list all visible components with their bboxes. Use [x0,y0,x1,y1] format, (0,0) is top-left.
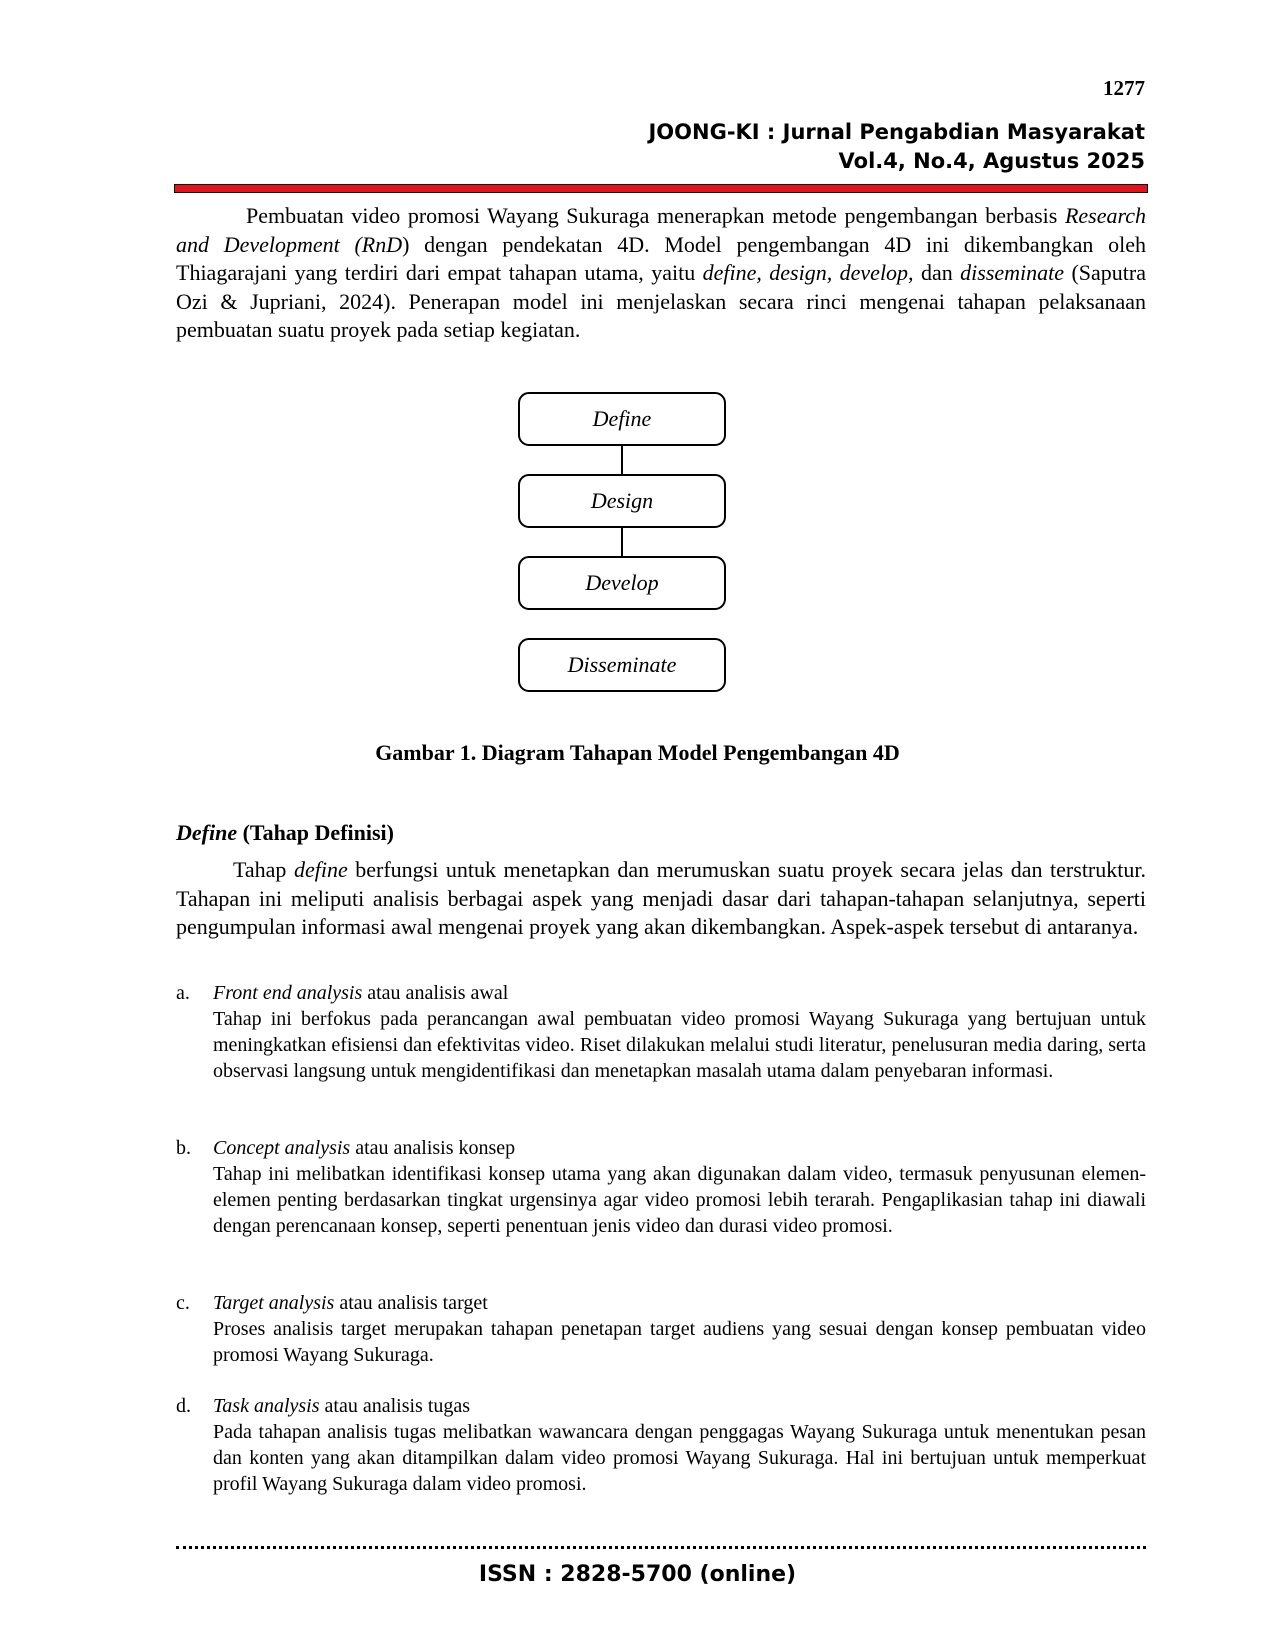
list-item-title [213,980,508,1006]
journal-volume: Vol.4, No.4, Agustus 2025 [838,149,1145,173]
list-item-body: Proses analisis target merupakan tahapan penetapan target audiens yang sesuai dengan konsep pembuatan video promosi Wayang Sukuraga. [213,1318,1146,1366]
list-item-title-rest: atau analisis awal [362,982,509,1004]
4d-diagram [518,392,728,697]
intro-text-3: dan [913,260,961,285]
stage-develop: Develop [518,556,726,610]
intro-text-4: (Saputra Ozi & Jupriani, 2024). Penerapan model ini menjelaskan secara rinci mengenai tahapan pelaksanaan pembuatan suatu proyek pada setiap kegiatan. [176,260,1147,342]
stage-design: Design [518,474,726,528]
section-heading-text: (Tahap Definisi) [237,820,394,845]
header-rule [174,184,1148,193]
journal-header [648,118,1145,176]
list-item-letter: d. [176,1395,191,1417]
intro-text-2: ) dengan pendekatan 4D. Model pengembangan 4D ini dikembangkan oleh Thiagarajani yang terdiri dari empat tahapan utama, yaitu [176,231,1146,285]
intro-text-rnd: Research and Development (RnD [176,203,1146,257]
connector-design-develop [621,528,623,556]
list-item-letter: b. [176,1137,191,1159]
connector-define-design [621,446,623,474]
section-paragraph [176,856,1146,942]
section-text-2: berfungsi untuk menetapkan dan merumuskan suatu proyek secara jelas dan terstruktur. Tahapan ini meliputi analisis berbagai aspek yang menjadi dasar dari tahapan-tahapan selanjutnya, seperti pengumpulan informasi awal mengenai proyek yang akan dikembangkan. Aspek-aspek tersebut di antaranya. [176,857,1146,939]
intro-text-stages: define, design, develop, [702,260,914,285]
list-item-title [213,1290,488,1316]
list-item-title-rest: atau analisis tugas [319,1395,471,1417]
list-item-body: Tahap ini berfokus pada perancangan awal pembuatan video promosi Wayang Sukuraga yang bertujuan untuk meningkatkan efisiensi dan efektivitas video. Riset dilakukan melalui studi literatur, penelusuran media daring, serta observasi langsung untuk mengidentifikasi dan menetapkan masalah utama dalam penyebaran informasi. [213,1008,1146,1082]
section-text-1: Tahap [233,857,294,882]
intro-paragraph [176,202,1146,345]
stage-define: Define [518,392,726,446]
stage-disseminate: Disseminate [518,638,726,692]
section-text-define: define [293,857,348,882]
section-heading [176,820,394,846]
list-item-title-rest: atau analisis target [334,1292,488,1314]
list-item-title-rest: atau analisis konsep [350,1137,516,1159]
list-item-body: Tahap ini melibatkan identifikasi konsep utama yang akan digunakan dalam video, termasuk penyusunan elemen-elemen penting berdasarkan tingkat urgensinya agar video promosi lebih terarah. Pengaplikasian tahap ini diawali dengan perencanaan konsep, seperti penentuan jenis video dan durasi video promosi. [213,1163,1146,1237]
footer-issn: ISSN : 2828-5700 (online) [478,1562,797,1587]
list-item-letter: c. [176,1292,190,1314]
journal-title: JOONG-KI : Jurnal Pengabdian Masyarakat [648,120,1145,144]
section-heading-italic: Define [176,820,238,845]
list-item-title-italic: Concept analysis [213,1137,351,1159]
list-item-title-italic: Target analysis [213,1292,335,1314]
list-item-body: Pada tahapan analisis tugas melibatkan wawancara dengan penggagas Wayang Sukuraga untuk menentukan pesan dan konten yang akan ditampilkan dalam video promosi Wayang Sukuraga. Hal ini bertujuan untuk memperkuat profil Wayang Sukuraga dalam video promosi. [213,1421,1146,1495]
list-item-title [213,1393,470,1419]
intro-text-1: Pembuatan video promosi Wayang Sukuraga menerapkan metode pengembangan berbasis [246,203,1065,228]
list-item-title-italic: Task analysis [213,1395,320,1417]
list-item-title-italic: Front end analysis [213,982,363,1004]
page-number: 1277 [1103,76,1145,100]
list-item-title [213,1135,515,1161]
list-item-letter: a. [176,982,190,1004]
footer-dotted-rule [176,1546,1146,1549]
intro-text-disseminate: disseminate [960,260,1065,285]
figure-caption: Gambar 1. Diagram Tahapan Model Pengembangan 4D [375,740,900,765]
